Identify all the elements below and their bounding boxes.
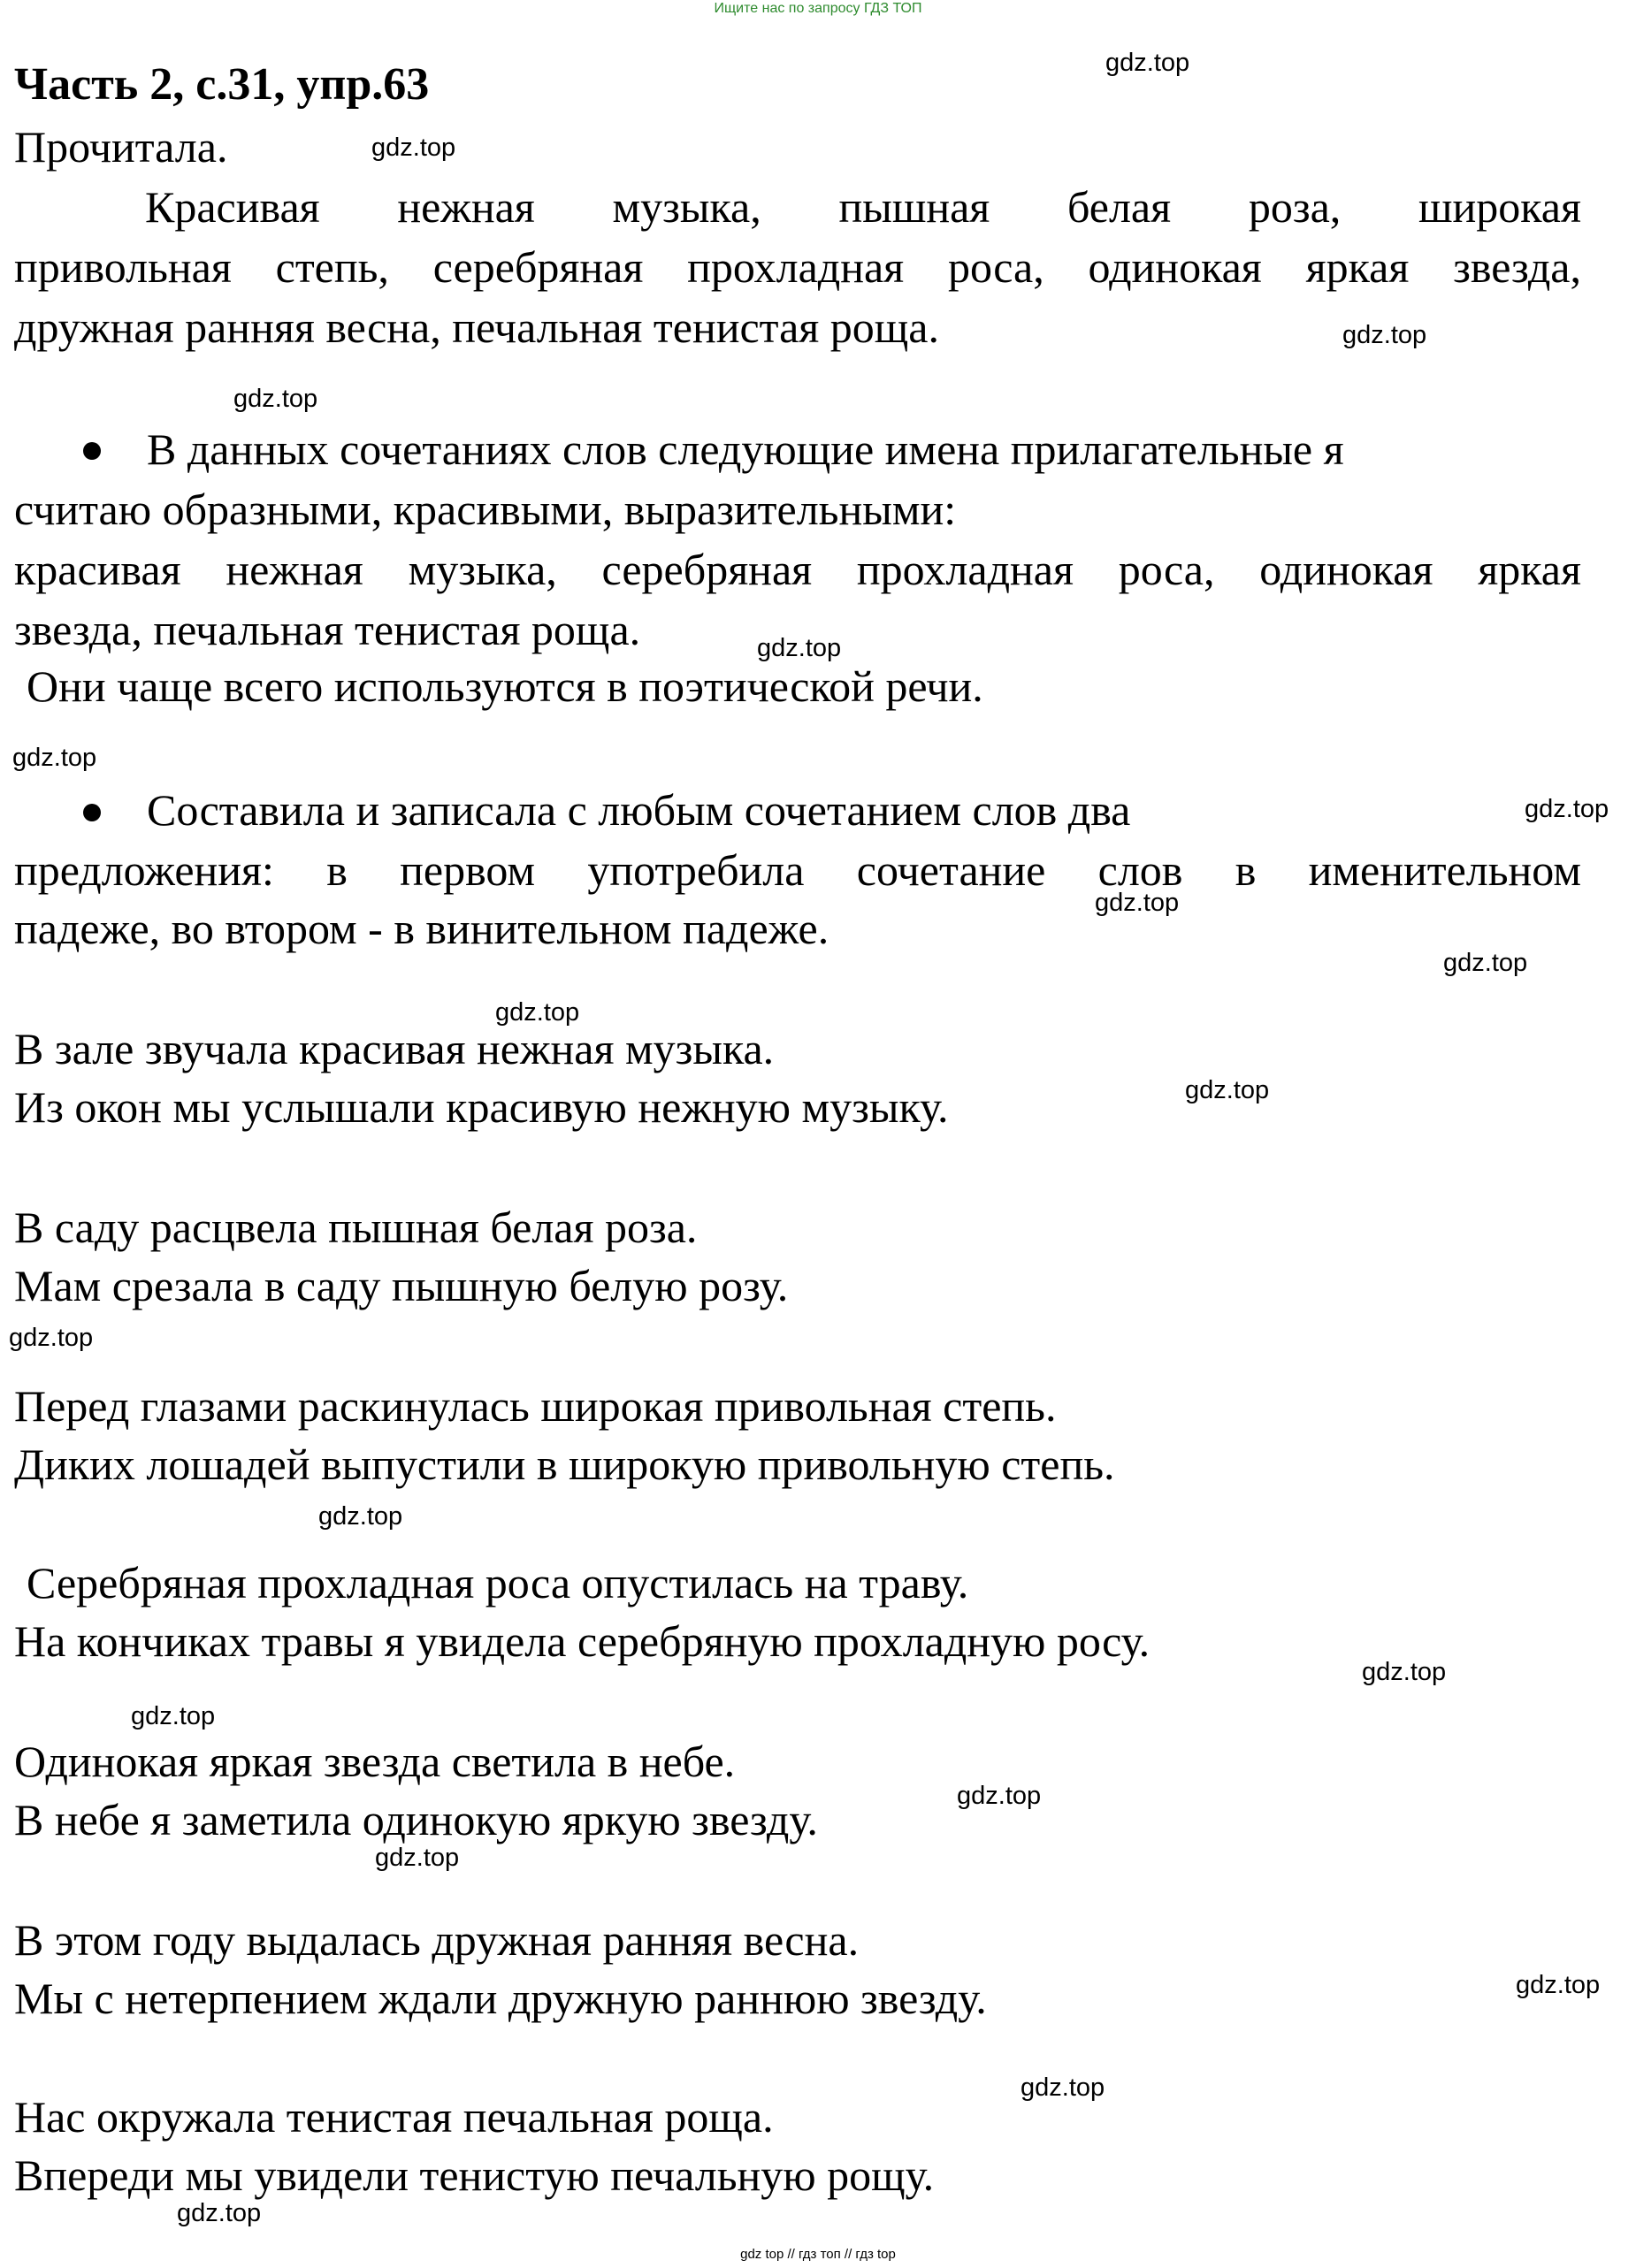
watermark: gdz.top [1362, 1658, 1447, 1686]
bullet-icon [83, 804, 101, 821]
sentence-1b: Из окон мы услышали красивую нежную музыку. [14, 1082, 949, 1132]
sentence-5a: Одинокая яркая звезда светила в небе. [14, 1737, 736, 1786]
bullet2-line-2: предложения: в первом употребила сочетание слов в именительном [14, 845, 1581, 895]
sentence-4b: На кончиках травы я увидела серебряную прохладную росу. [14, 1616, 1151, 1666]
watermark: gdz.top [177, 2199, 262, 2227]
watermark: gdz.top [375, 1844, 460, 1872]
watermark: gdz.top [1185, 1076, 1270, 1104]
sentence-2b: Мам срезала в саду пышную белую розу. [14, 1261, 789, 1310]
sentence-3a: Перед глазами раскинулась широкая привольная степь. [14, 1381, 1057, 1431]
bullet1-line-5: Они чаще всего используются в поэтической речи. [27, 661, 983, 711]
watermark: gdz.top [757, 634, 842, 662]
watermark: gdz.top [9, 1324, 94, 1352]
read-text-line-1: Красивая нежная музыка, пышная белая роза, широкая [145, 182, 1581, 232]
bullet1-line-4: звезда, печальная тенистая роща. [14, 605, 641, 654]
watermark: gdz.top [371, 134, 456, 162]
watermark: gdz.top [1342, 321, 1427, 349]
bullet2-line-1: Составила и записала с любым сочетанием слов два [147, 785, 1131, 835]
watermark: gdz.top [1021, 2073, 1105, 2102]
sentence-6a: В этом году выдалась дружная ранняя весна. [14, 1915, 860, 1965]
watermark: gdz.top [131, 1702, 216, 1730]
intro-line: Прочитала. [14, 122, 228, 172]
page-title: Часть 2, с.31, упр.63 [14, 59, 430, 110]
watermark: gdz.top [1095, 889, 1180, 917]
bullet1-line-3: красивая нежная музыка, серебряная прохладная роса, одинокая яркая [14, 545, 1581, 594]
bullet-icon [83, 442, 101, 460]
bottom-banner[interactable]: gdz top // гдз топ // гдз top [740, 2247, 896, 2262]
sentence-3b: Диких лошадей выпустили в широкую привольную степь. [14, 1439, 1115, 1489]
watermark: gdz.top [1525, 795, 1609, 823]
watermark: gdz.top [1516, 1971, 1601, 1999]
sentence-6b: Мы с нетерпением ждали дружную раннюю звезду. [14, 1974, 987, 2023]
top-banner[interactable]: Ищите нас по запросу ГДЗ ТОП [714, 1, 922, 16]
bullet2-line-3: падеже, во втором - в винительном падеже. [14, 904, 829, 953]
watermark: gdz.top [318, 1502, 403, 1531]
sentence-5b: В небе я заметила одинокую яркую звезду. [14, 1795, 818, 1844]
watermark: gdz.top [1443, 949, 1528, 977]
watermark: gdz.top [957, 1782, 1042, 1810]
watermark: gdz.top [495, 998, 580, 1027]
bullet1-line-2: считаю образными, красивыми, выразительными: [14, 485, 957, 534]
watermark: gdz.top [233, 385, 318, 413]
sentence-7a: Нас окружала тенистая печальная роща. [14, 2092, 774, 2142]
bullet1-line-1: В данных сочетаниях слов следующие имена прилагательные я [147, 424, 1344, 474]
sentence-1a: В зале звучала красивая нежная музыка. [14, 1024, 775, 1073]
sentence-2a: В саду расцвела пышная белая роза. [14, 1203, 698, 1252]
sentence-4a: Серебряная прохладная роса опустилась на траву. [27, 1558, 969, 1607]
watermark: gdz.top [12, 744, 97, 772]
sentence-7b: Впереди мы увидели тенистую печальную рощу. [14, 2150, 935, 2200]
read-text-line-2: привольная степь, серебряная прохладная роса, одинокая яркая звезда, [14, 242, 1581, 292]
watermark: gdz.top [1105, 49, 1190, 77]
read-text-line-3: дружная ранняя весна, печальная тенистая роща. [14, 302, 939, 352]
